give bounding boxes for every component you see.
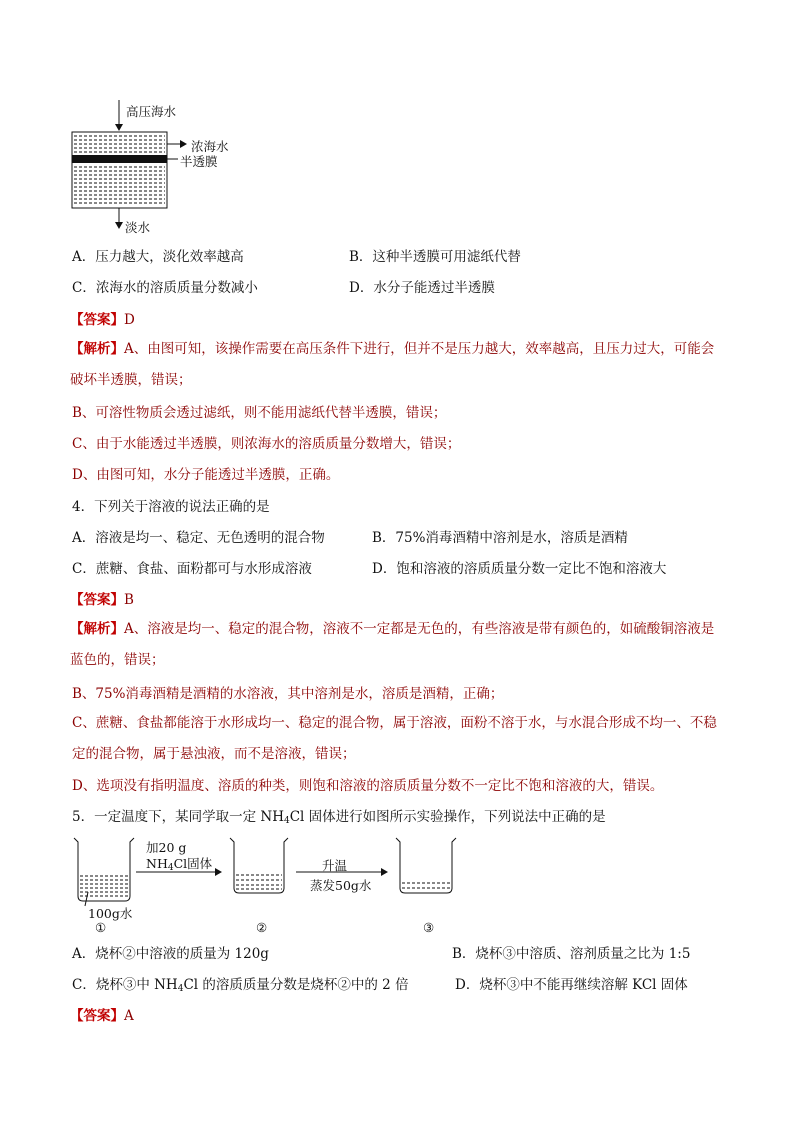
q3-analysis-d: D、由图可知，水分子能透过半透膜，正确。 <box>72 467 340 483</box>
q3-analysis-c: C、由于水能透过半透膜，则浓海水的溶质质量分数增大，错误； <box>72 436 461 452</box>
label-high-pressure-seawater: 高压海水 <box>126 104 177 119</box>
label-concentrated-seawater: 浓海水 <box>191 139 229 154</box>
q5-stem-pre: 5．一定温度下，某同学取一定 NH <box>72 809 284 825</box>
beaker-number-1: ① <box>95 920 107 935</box>
q5-stem-post: Cl 固体进行如图所示实验操作，下列说法中正确的是 <box>289 809 606 825</box>
arrow2-top-label: 升温 <box>322 858 348 873</box>
q4-analysis-c: C、蔗糖、食盐都能溶于水形成均一、稳定的混合物，属于溶液，面粉不溶于水，与水混合形成不均一、不稳定的混合物，属于悬浊液，而不是溶液，错误； <box>72 715 717 762</box>
q5-option-c <box>72 976 409 998</box>
arrow1-bottom-post: Cl固体 <box>173 856 213 871</box>
arrow1-bottom-pre: NH <box>146 856 168 871</box>
q4-option-a: A．溶液是均一、稳定、无色透明的混合物 <box>72 530 325 546</box>
q4-analysis-d: D、选项没有指明温度、溶质的种类，则饱和溶液的溶质质量分数不一定比不饱和溶液的大，错误。 <box>72 778 664 794</box>
analysis-text: A、由图可知，该操作需要在高压条件下进行，但并不是压力越大，效率越高，且压力过大，可能会破坏半透膜，错误； <box>70 341 715 388</box>
q5-option-d: D．烧杯③中不能再继续溶解 KCl 固体 <box>455 977 688 993</box>
arrow1-bottom-sub: 4 <box>167 863 174 873</box>
q5-option-c-post: Cl 的溶质质量分数是烧杯②中的 2 倍 <box>183 977 409 993</box>
answer-tag: 【答案】 <box>70 592 124 608</box>
q3-option-b: B．这种半透膜可用滤纸代替 <box>349 249 521 265</box>
q3-option-d: D．水分子能透过半透膜 <box>349 280 495 296</box>
q5-option-b: B．烧杯③中溶质、溶剂质量之比为 1:5 <box>452 946 691 962</box>
q4-option-d: D．饱和溶液的溶质质量分数一定比不饱和溶液大 <box>372 561 667 577</box>
q5-option-c-sub: 4 <box>177 984 184 994</box>
q4-stem: 4．下列关于溶液的说法正确的是 <box>72 499 270 515</box>
q3-option-c: C．浓海水的溶质质量分数减小 <box>72 280 258 296</box>
analysis-text: A、溶液是均一、稳定的混合物，溶液不一定都是无色的，有些溶液是带有颜色的，如硫酸铜溶液是蓝色的，错误； <box>70 621 715 668</box>
arrow1-bottom-label <box>146 854 212 873</box>
arrow2-bottom-label: 蒸发50g水 <box>310 878 372 893</box>
q3-option-a: A．压力越大，淡化效率越高 <box>72 249 244 265</box>
beaker-number-3: ③ <box>423 920 435 935</box>
q5-stem-sub: 4 <box>283 816 290 826</box>
answer-value: A <box>124 1008 134 1024</box>
analysis-tag: 【解析】 <box>70 341 124 357</box>
q3-analysis-b: B、可溶性物质会透过滤纸，则不能用滤纸代替半透膜，错误； <box>72 405 447 421</box>
answer-tag: 【答案】 <box>70 1008 124 1024</box>
q4-analysis-b: B、75%消毒酒精是酒精的水溶液，其中溶剂是水，溶质是酒精，正确； <box>72 686 504 702</box>
q5-option-c-pre: C．烧杯③中 NH <box>72 977 178 993</box>
label-fresh-water: 淡水 <box>125 220 151 235</box>
answer-value: D <box>124 312 135 328</box>
q4-option-b: B．75%消毒酒精中溶剂是水，溶质是酒精 <box>372 530 628 546</box>
arrow1-top-label: 加20 g <box>146 840 187 855</box>
beaker1-water-label: 100g水 <box>88 906 133 921</box>
q5-answer <box>70 1007 134 1025</box>
answer-tag: 【答案】 <box>70 312 124 328</box>
q4-option-c: C．蔗糖、食盐、面粉都可与水形成溶液 <box>72 561 312 577</box>
q5-option-a: A．烧杯②中溶液的质量为 120g <box>72 946 269 962</box>
label-semipermeable-membrane: 半透膜 <box>180 154 218 169</box>
beaker-number-2: ② <box>256 920 268 935</box>
analysis-tag: 【解析】 <box>70 621 124 637</box>
answer-value: B <box>124 592 134 608</box>
